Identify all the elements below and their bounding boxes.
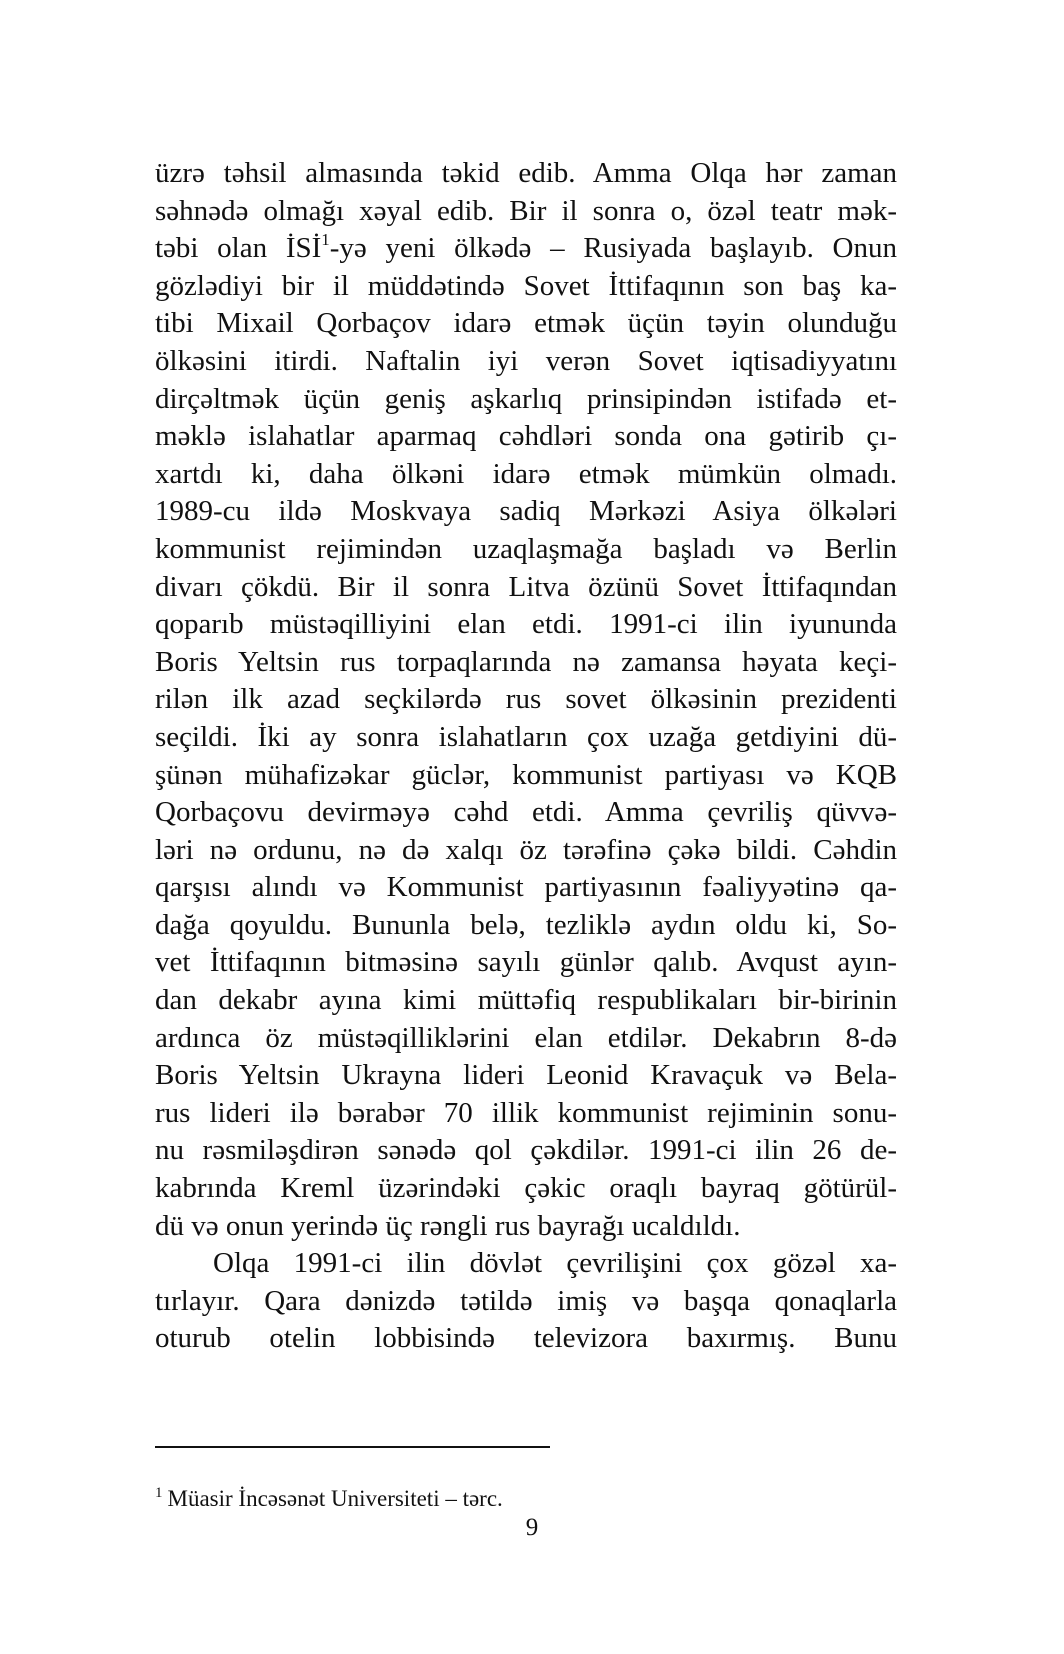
text-line: qarşısı alındı və Kommunist partiyasının fəaliyyətinə qa- [155, 871, 897, 904]
text-line: ölkəsini itirdi. Naftalin iyi verən Sovet iqtisadiyyatını [155, 344, 897, 377]
page-number: 9 [525, 1514, 539, 1541]
text-line: gözlədiyi bir il müddətində Sovet İttifaqının son baş ka- [155, 269, 897, 302]
text-line: tırlayır. Qara dənizdə tətildə imiş və başqa qonaqlarla [155, 1284, 897, 1317]
text-line: dan dekabr ayına kimi müttəfiq respublikaları bir-birinin [155, 984, 897, 1017]
text-line: Qorbaçovu devirməyə cəhd etdi. Amma çevriliş qüvvə- [155, 796, 897, 829]
text-line: üzrə təhsil almasında təkid edib. Amma Olqa hər zaman [155, 157, 897, 189]
body-text [155, 155, 897, 1358]
text-line: qoparıb müstəqilliyini elan etdi. 1991-ci ilin iyununda [155, 608, 897, 641]
footnote [155, 1485, 503, 1516]
paragraph-first-line: Olqa 1991-ci ilin dövlət çevrilişini çox gözəl xa- [213, 1247, 897, 1280]
text-line: səhnədə olmağı xəyal edib. Bir il sonra o, özəl teatr mək- [155, 194, 897, 227]
footnote-divider [155, 1446, 550, 1448]
text-line: 1989-cu ildə Moskvaya sadiq Mərkəzi Asiya ölkələri [155, 495, 897, 528]
text-line: kabrında Kreml üzərindəki çəkic oraqlı bayraq götürül- [155, 1172, 897, 1205]
text-line: rus lideri ilə bərabər 70 illik kommunist rejiminin sonu- [155, 1096, 897, 1129]
text-line: xartdı ki, daha ölkəni idarə etmək mümkün olmadı. [155, 457, 897, 490]
text-line: divarı çökdü. Bir il sonra Litva özünü Sovet İttifaqından [155, 570, 897, 603]
text-line: məklə islahatlar aparmaq cəhdləri sonda ona gətirib çı- [155, 420, 897, 453]
text-line: rilən ilk azad seçkilərdə rus sovet ölkəsinin prezidenti [155, 683, 897, 716]
text-line: seçildi. İki ay sonra islahatların çox uzağa getdiyini dü- [155, 720, 897, 753]
paragraph-last-line: dü və onun yerində üç rəngli rus bayrağı ucaldıldı. [155, 1209, 741, 1242]
text-line: tibi Mixail Qorbaçov idarə etmək üçün təyin olunduğu [155, 307, 897, 340]
text-line: ardınca öz müstəqilliklərini elan etdilər. Dekabrın 8-də [155, 1021, 897, 1054]
text-segment: -yə yeni ölkədə – Rusiyada başlayıb. Onun [329, 232, 897, 265]
text-line: Boris Yeltsin Ukrayna lideri Leonid Kravaçuk və Bela- [155, 1059, 897, 1092]
text-line: dağa qoyuldu. Bununla belə, tezliklə aydın oldu ki, So- [155, 908, 897, 941]
text-line: ləri nə ordunu, nə də xalqı öz tərəfinə çəkə bildi. Cəhdin [155, 833, 897, 866]
footnote-reference: 1 [321, 229, 330, 249]
text-line-with-footnote [155, 230, 897, 268]
text-line: kommunist rejimindən uzaqlaşmağa başladı və Berlin [155, 532, 897, 565]
footnote-mark: 1 [155, 1485, 163, 1501]
text-line: şünən mühafizəkar güclər, kommunist partiyası və KQB [155, 758, 897, 791]
text-line: nu rəsmiləşdirən sənədə qol çəkdilər. 1991-ci ilin 26 de- [155, 1134, 897, 1167]
text-segment: təbi olan İSİ [155, 232, 322, 265]
footnote-text: Müasir İncəsənət Universiteti – tərc. [167, 1486, 503, 1511]
text-line: dirçəltmək üçün geniş aşkarlıq prinsipindən istifadə et- [155, 382, 897, 415]
text-line: oturub otelin lobbisində televizora baxırmış. Bunu [155, 1322, 897, 1355]
text-line: vet İttifaqının bitməsinə sayılı günlər qalıb. Avqust ayın- [155, 946, 897, 979]
text-line: Boris Yeltsin rus torpaqlarında nə zamansa həyata keçi- [155, 645, 897, 678]
